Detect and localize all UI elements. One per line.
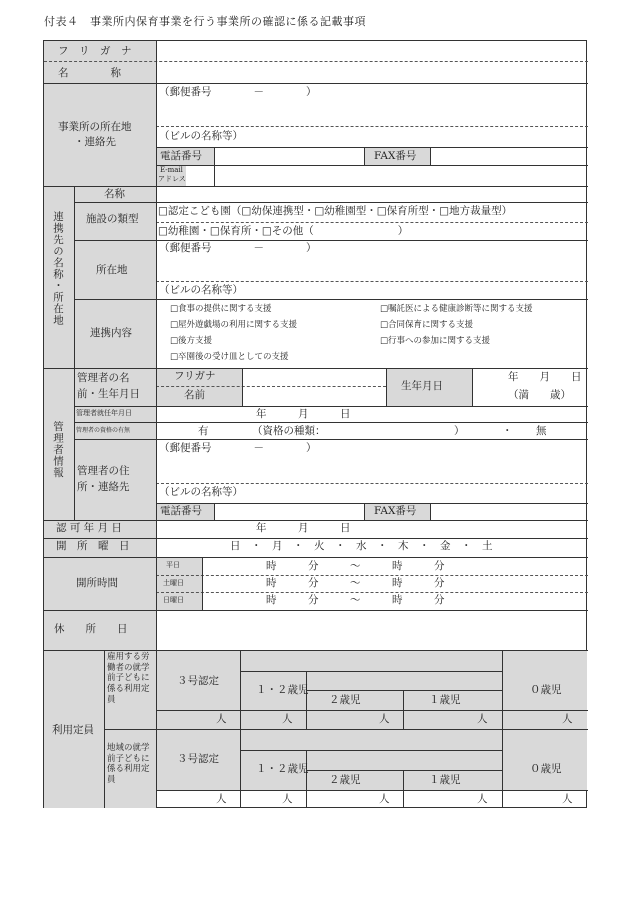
capacity-col-1: １歳児: [429, 774, 461, 786]
capacity-col-0: ０歳児: [530, 763, 562, 775]
holidays-label: 休 所 日: [54, 623, 128, 635]
manager-phone-label: 電話番号: [160, 505, 202, 517]
open-days-label: 開 所 曜 日: [56, 540, 130, 552]
manager-address-label-2: 所・連絡先: [77, 481, 130, 493]
capacity-col-1: １歳児: [429, 694, 461, 706]
partner-item: □食事の提供に関する支援: [170, 304, 272, 314]
capacity-unit: 人: [379, 713, 390, 725]
manager-address-label: 管理者の住: [77, 465, 130, 477]
partner-item: □屋外遊戯場の利用に関する支援: [170, 320, 298, 330]
manager-qualification-label: 管理者の資格の有無: [76, 427, 131, 434]
birth-date-label: 生年月日: [401, 380, 443, 392]
capacity-col-2: ２歳児: [329, 694, 361, 706]
office-phone-label: 電話番号: [160, 150, 202, 162]
hours-row-label: 平日: [166, 561, 180, 569]
office-building: （ビルの名称等）: [159, 130, 243, 142]
qualification-type: （資格の種類：: [252, 425, 326, 437]
hours-row-value: 時 分 ～ 時 分: [266, 577, 445, 589]
partner-building: （ビルの名称等）: [159, 284, 243, 296]
hours-row-value: 時 分 ～ 時 分: [266, 594, 445, 606]
hours-row-label: 土曜日: [163, 579, 184, 587]
manager-start-label: 管理者就任年月日: [76, 409, 132, 417]
office-address-label: 事業所の所在地: [58, 121, 132, 133]
hours-row-value: 時 分 ～ 時 分: [266, 560, 445, 572]
partner-item: □嘱託医による健康診断等に関する支援: [380, 304, 533, 314]
capacity-group-employee-label: 雇用する労働者の就学前子どもに係る利用定員: [107, 652, 150, 705]
partner-item: □後方支援: [170, 336, 213, 346]
qualification-separator: ・: [502, 425, 513, 437]
office-email-label: E-mail: [160, 166, 183, 174]
approval-date-value: 年 月 日: [256, 522, 351, 534]
capacity-unit: 人: [477, 713, 488, 725]
capacity-col-2: ２歳児: [329, 774, 361, 786]
capacity-unit: 人: [379, 793, 390, 805]
partner-name-label: 名称: [104, 188, 125, 200]
opening-hours-label: 開所時間: [76, 577, 118, 589]
manager-group-label: 管理者情報: [52, 421, 64, 479]
hours-row-label: 日曜日: [163, 596, 184, 604]
capacity-group-community-label: 地域の就学前子どもに係る利用定員: [107, 743, 150, 785]
qualification-yes: 有: [198, 425, 209, 437]
office-address-label-2: ・連絡先: [74, 136, 116, 148]
manager-name-field-label: 名前: [184, 389, 205, 401]
capacity-col-3go: ３号認定: [177, 675, 219, 687]
partner-group-label: 連携先の名称・所在地: [52, 211, 64, 326]
partner-type-label: 施設の類型: [86, 213, 139, 225]
partner-content-label: 連携内容: [90, 327, 132, 339]
name-label: 名 称: [58, 67, 121, 79]
manager-start-value: 年 月 日: [256, 408, 351, 420]
manager-name-label-2: 前・生年月日: [77, 388, 140, 400]
manager-fax-label: FAX番号: [374, 505, 417, 517]
furigana-label: フ リ ガ ナ: [58, 45, 132, 57]
manager-postal: （郵便番号 － ）: [159, 442, 317, 454]
birth-date-value: 年 月 日: [508, 371, 582, 383]
capacity-unit: 人: [282, 713, 293, 725]
document-title: 付表４ 事業所内保育事業を行う事業所の確認に係る記載事項: [44, 15, 366, 28]
age-value: （満 歳）: [508, 389, 571, 401]
capacity-unit: 人: [477, 793, 488, 805]
qualification-no: 無: [536, 425, 547, 437]
approval-date-label: 認 可 年 月 日: [56, 522, 122, 534]
capacity-unit: 人: [562, 793, 573, 805]
partner-address-label: 所在地: [96, 264, 128, 276]
office-fax-label: FAX番号: [374, 150, 417, 162]
capacity-unit: 人: [216, 713, 227, 725]
capacity-unit: 人: [282, 793, 293, 805]
capacity-label: 利用定員: [52, 724, 94, 736]
form-frame: [43, 40, 587, 808]
office-email-label-2: アドレス: [158, 175, 186, 183]
partner-item: □卒園後の受け皿としての支援: [170, 352, 289, 362]
open-days-value: 日 ・ 月 ・ 火 ・ 水 ・ 木 ・ 金 ・ 土: [230, 540, 493, 552]
capacity-unit: 人: [562, 713, 573, 725]
capacity-col-0: ０歳児: [530, 684, 562, 696]
partner-postal: （郵便番号 － ）: [159, 242, 317, 254]
capacity-col-12: １・２歳児: [256, 684, 309, 696]
manager-building: （ビルの名称等）: [159, 486, 243, 498]
capacity-col-12: １・２歳児: [256, 763, 309, 775]
office-postal: （郵便番号 － ）: [159, 86, 317, 98]
capacity-col-3go: ３号認定: [177, 753, 219, 765]
qualification-type-close: ）: [454, 425, 465, 437]
manager-furigana-label: フリガナ: [174, 370, 216, 382]
capacity-unit: 人: [216, 793, 227, 805]
partner-item: □行事への参加に関する支援: [380, 336, 491, 346]
partner-type-line2: □幼稚園・□保育所・□その他（ ）: [158, 225, 409, 237]
manager-name-label: 管理者の名: [77, 372, 130, 384]
partner-type-line1: □認定こども園（□幼保連携型・□幼稚園型・□保育所型・□地方裁量型）: [158, 205, 513, 217]
partner-item: □合同保育に関する支援: [380, 320, 474, 330]
